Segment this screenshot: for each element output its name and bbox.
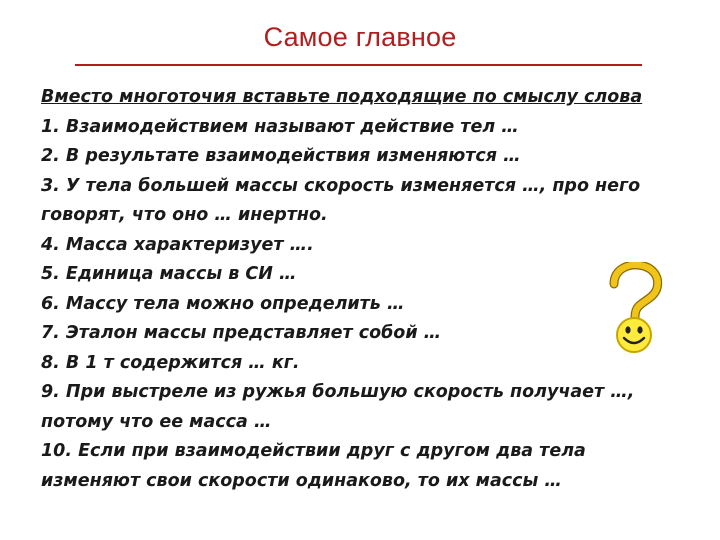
question-line-9: 9. При выстреле из ружья большую скорость получает …,	[41, 382, 635, 402]
question-line-1: 1. Взаимодействием называют действие тел …	[41, 116, 519, 137]
question-line-8: 8. В 1 т содержится … кг.	[41, 352, 300, 373]
instruction-line: Вместо многоточия вставьте подходящие по смыслу слова	[41, 87, 643, 107]
question-line-7: 7. Эталон массы представляет собой …	[41, 323, 442, 343]
question-line-6: 6. Массу тела можно определить …	[41, 293, 405, 314]
question-line-10-continued: изменяют свои скорости одинаково, то их массы …	[41, 470, 562, 491]
question-line-2: 2. В результате взаимодействия изменяются …	[41, 146, 521, 166]
question-line-10: 10. Если при взаимодействии друг с другом два тела	[41, 441, 586, 461]
question-line-3: 3. У тела большей массы скорость изменяется …, про него	[41, 175, 641, 196]
smiley-face-icon	[617, 318, 651, 352]
question-mark-icon	[614, 265, 658, 317]
slide-title: Самое главное	[263, 22, 457, 52]
title-underline	[75, 64, 642, 66]
question-line-5: 5. Единица массы в СИ …	[41, 264, 297, 284]
question-line-4: 4. Масса характеризует ….	[41, 234, 314, 255]
question-line-3-continued: говорят, что оно … инертно.	[41, 205, 328, 225]
question-smiley-illustration	[600, 262, 670, 362]
question-line-9-continued: потому что ее масса …	[41, 411, 272, 432]
question-smiley-svg	[600, 262, 670, 362]
